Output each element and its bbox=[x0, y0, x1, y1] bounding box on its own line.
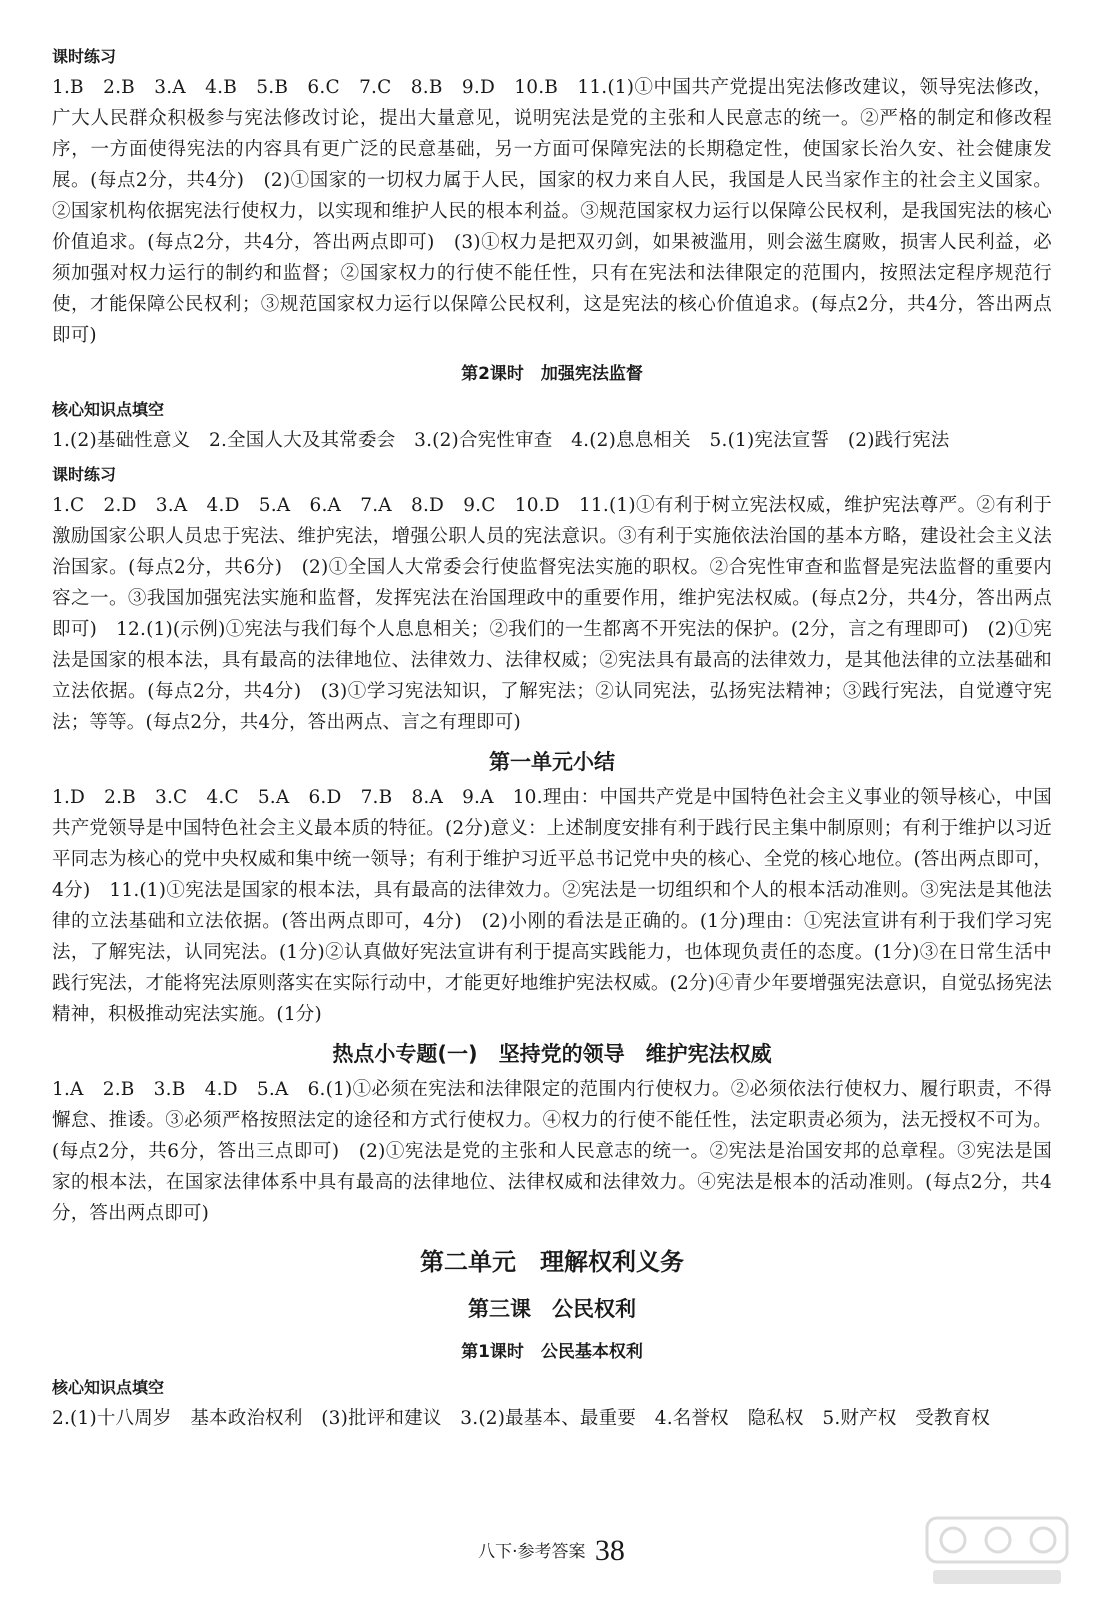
answer-page bbox=[52, 38, 1052, 1434]
label-core-knowledge-2: 核心知识点填空 bbox=[52, 1378, 165, 1397]
lesson-title-2: 第2课时 加强宪法监督 bbox=[461, 364, 643, 384]
answers-hot-topic: 1.A 2.B 3.B 4.D 5.A 6.(1)①必须在宪法和法律限定的范围内行使权力。②必须依法行使权力、履行职责，不得懈怠、推诿。③必须严格按照法定的途径和方式行使权力。④权力的行使不能任性，法定职责必须为，法无授权不可为。(每点2分，共6分，答出三点即可) (2)①宪法是党的主张和人民意志的统一。②宪法是治国安邦的总章程。③宪法是国家的根本法，在国家法律体系中具有最高的法律地位、法律权威和法律效力。④宪法是根本的活动准则。(每点2分，共4分，答出两点即可) bbox=[52, 1079, 1052, 1224]
lesson3-1-title: 第1课时 公民基本权利 bbox=[461, 1342, 643, 1362]
watermark-logo bbox=[923, 1512, 1073, 1592]
label-practice: 课时练习 bbox=[52, 47, 117, 66]
answers-lesson2-practice: 1.C 2.D 3.A 4.D 5.A 6.A 7.A 8.D 9.C 10.D 11.(1)①有利于树立宪法权威，维护宪法尊严。②有利于激励国家公职人员忠于宪法、维护宪法，增强公职人员的宪法意识。③有利于实施依法治国的基本方略，建设社会主义法治国家。(每点2分，共6分) (2)①全国人大常委会行使监督宪法实施的职权。②合宪性审查和监督是宪法监督的重要内容之一。③我国加强宪法实施和监督，发挥宪法在治国理政中的重要作用，维护宪法权威。(每点2分，共4分，答出两点即可) 12.(1)(示例)①宪法与我们每个人息息相关；②我们的一生都离不开宪法的保护。(2分，言之有理即可) (2)①宪法是国家的根本法，具有最高的法律地位、法律效力、法律权威；②宪法具有最高的法律效力，是其他法律的立法基础和立法依据。(每点2分，共4分) (3)①学习宪法知识，了解宪法；②认同宪法，弘扬宪法精神；③践行宪法，自觉遵守宪法；等等。(每点2分，共4分，答出两点、言之有理即可) bbox=[52, 495, 1052, 733]
answers-lesson1-practice: 1.B 2.B 3.A 4.B 5.B 6.C 7.C 8.B 9.D 10.B 11.(1)①中国共产党提出宪法修改建议，领导宪法修改，广大人民群众积极参与宪法修改讨论，提出大量意见，说明宪法是党的主张和人民意志的统一。②严格的制定和修改程序，一方面使得宪法的内容具有更广泛的民意基础，另一方面可保障宪法的长期稳定性，使国家长治久安、社会健康发展。(每点2分，共4分) (2)①国家的一切权力属于人民，国家的权力来自人民，我国是人民当家作主的社会主义国家。②国家机构依据宪法行使权力，以实现和维护人民的根本利益。③规范国家权力运行以保障公民权利，是我国宪法的核心价值追求。(每点2分，共4分，答出两点即可) (3)①权力是把双刃剑，如果被滥用，则会滋生腐败，损害人民利益，必须加强对权力运行的制约和监督；②国家权力的行使不能任性，只有在宪法和法律限定的范围内，按照法定程序规范行使，才能保障公民权利；③规范国家权力运行以保障公民权利，这是宪法的核心价值追求。(每点2分，共4分，答出两点即可) bbox=[52, 77, 1052, 346]
page-number: 38 bbox=[594, 1534, 625, 1567]
label-core-knowledge: 核心知识点填空 bbox=[52, 400, 165, 419]
answers-lesson3-core: 2.(1)十八周岁 基本政治权利 (3)批评和建议 3.(2)最基本、最重要 4.名誉权 隐私权 5.财产权 受教育权 bbox=[52, 1408, 991, 1429]
footer-label: 八下·参考答案 bbox=[478, 1542, 586, 1562]
section-hot-topic: 热点小专题(一) 坚持党的领导 维护宪法权威 bbox=[332, 1042, 772, 1066]
answers-unit1-summary: 1.D 2.B 3.C 4.C 5.A 6.D 7.B 8.A 9.A 10.理由：中国共产党是中国特色社会主义事业的领导核心，中国共产党领导是中国特色社会主义最本质的特征。(2分)意义：上述制度安排有利于践行民主集中制原则；有利于维护以习近平同志为核心的党中央权威和集中统一领导；有利于维护习近平总书记党中央的核心、全党的核心地位。(答出两点即可，4分) 11.(1)①宪法是国家的根本法，具有最高的法律效力。②宪法是一切组织和个人的根本活动准则。③宪法是其他法律的立法基础和立法依据。(答出两点即可，4分) (2)小刚的看法是正确的。(1分)理由：①宪法宣讲有利于我们学习宪法，了解宪法，认同宪法。(1分)②认真做好宪法宣讲有利于提高实践能力，也体现负责任的态度。(1分)③在日常生活中践行宪法，才能将宪法原则落实在实际行动中，才能更好地维护宪法权威。(2分)④青少年要增强宪法意识，自觉弘扬宪法精神，积极推动宪法实施。(1分) bbox=[52, 787, 1052, 1025]
answers-core-knowledge: 1.(2)基础性意义 2.全国人大及其常委会 3.(2)合宪性审查 4.(2)息息相关 5.(1)宪法宣誓 (2)践行宪法 bbox=[52, 430, 950, 451]
lesson3-title: 第三课 公民权利 bbox=[468, 1297, 636, 1321]
unit2-title: 第二单元 理解权利义务 bbox=[420, 1248, 684, 1276]
label-practice-2: 课时练习 bbox=[52, 465, 117, 484]
section-unit1-summary: 第一单元小结 bbox=[489, 750, 615, 774]
